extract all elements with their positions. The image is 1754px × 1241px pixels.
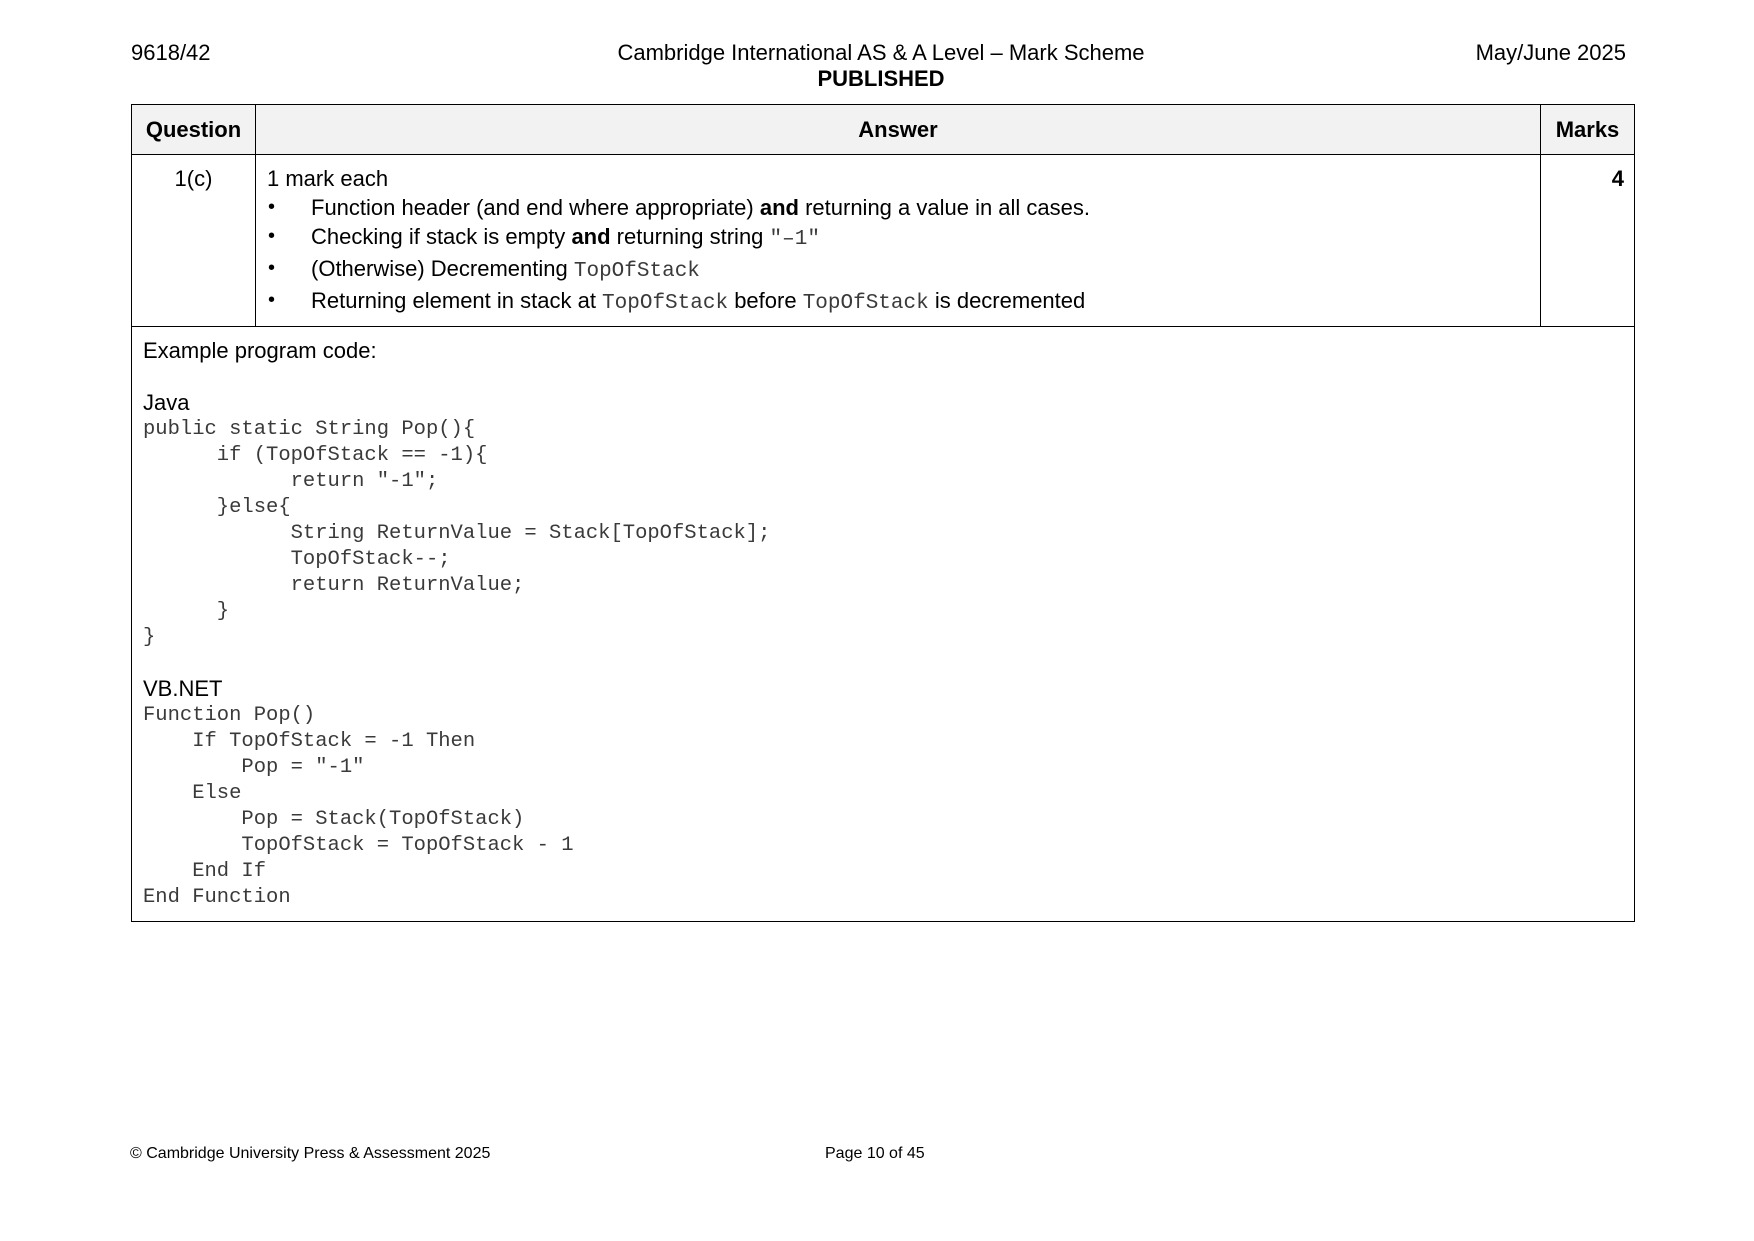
marks-column-header: Marks: [1541, 105, 1635, 155]
paper-code: 9618/42: [131, 40, 211, 65]
example-heading: Example program code:: [143, 338, 377, 363]
mark-point-text: before: [728, 288, 803, 313]
mark-point-text: (Otherwise) Decrementing: [311, 256, 574, 281]
example-cell: [132, 327, 1635, 922]
title-text: Cambridge International AS & A Level – Mark Scheme: [617, 40, 1145, 65]
question-number: 1(c): [132, 155, 256, 327]
bold-term: and: [571, 224, 611, 249]
mark-scheme-table: [131, 104, 1635, 922]
code-term: TopOfStack: [573, 260, 700, 283]
answer-column-header: Answer: [256, 105, 1541, 155]
answer-cell: [256, 155, 1541, 327]
code-term: "–1": [769, 228, 820, 251]
table-header-row: [132, 105, 1635, 155]
mark-point-text: returning a value in all cases.: [798, 195, 1091, 220]
mark-point-text: returning string: [610, 224, 770, 249]
mark-point-item: [267, 222, 1530, 254]
mark-point-text: is decremented: [928, 288, 1086, 313]
example-row: [132, 327, 1635, 922]
published-label: PUBLISHED: [817, 66, 945, 91]
mark-point-item: [267, 193, 1530, 222]
vbnet-label: VB.NET: [143, 676, 223, 701]
mark-points-list: [267, 193, 1530, 318]
copyright-notice: © Cambridge University Press & Assessment 2025: [130, 1145, 491, 1162]
mark-point-text: Returning element in stack at: [311, 288, 603, 313]
mark-point-item: [267, 254, 1530, 286]
java-label: Java: [143, 390, 190, 415]
mark-point-text: Function header (and end where appropriate): [311, 195, 760, 220]
code-term: TopOfStack: [602, 292, 729, 315]
code-term: TopOfStack: [802, 292, 929, 315]
java-code-block: public static String Pop(){ if (TopOfStack == -1){ return "-1"; }else{ String ReturnValue = Stack[TopOfStack]; TopOfStack--; return ReturnValue; } }: [143, 418, 771, 649]
exam-session: May/June 2025: [1475, 40, 1626, 65]
vbnet-code-block: Function Pop() If TopOfStack = -1 Then Pop = "-1" Else Pop = Stack(TopOfStack) TopOfStack = TopOfStack - 1 End If End Function: [143, 704, 574, 909]
mark-point-text: Checking if stack is empty: [311, 224, 572, 249]
marks-value: 4: [1541, 155, 1635, 327]
answer-intro: 1 mark each: [267, 166, 389, 191]
table-row: [132, 155, 1635, 327]
bold-term: and: [759, 195, 799, 220]
mark-point-item: [267, 286, 1530, 318]
page-number: Page 10 of 45: [825, 1145, 925, 1162]
question-column-header: Question: [132, 105, 256, 155]
